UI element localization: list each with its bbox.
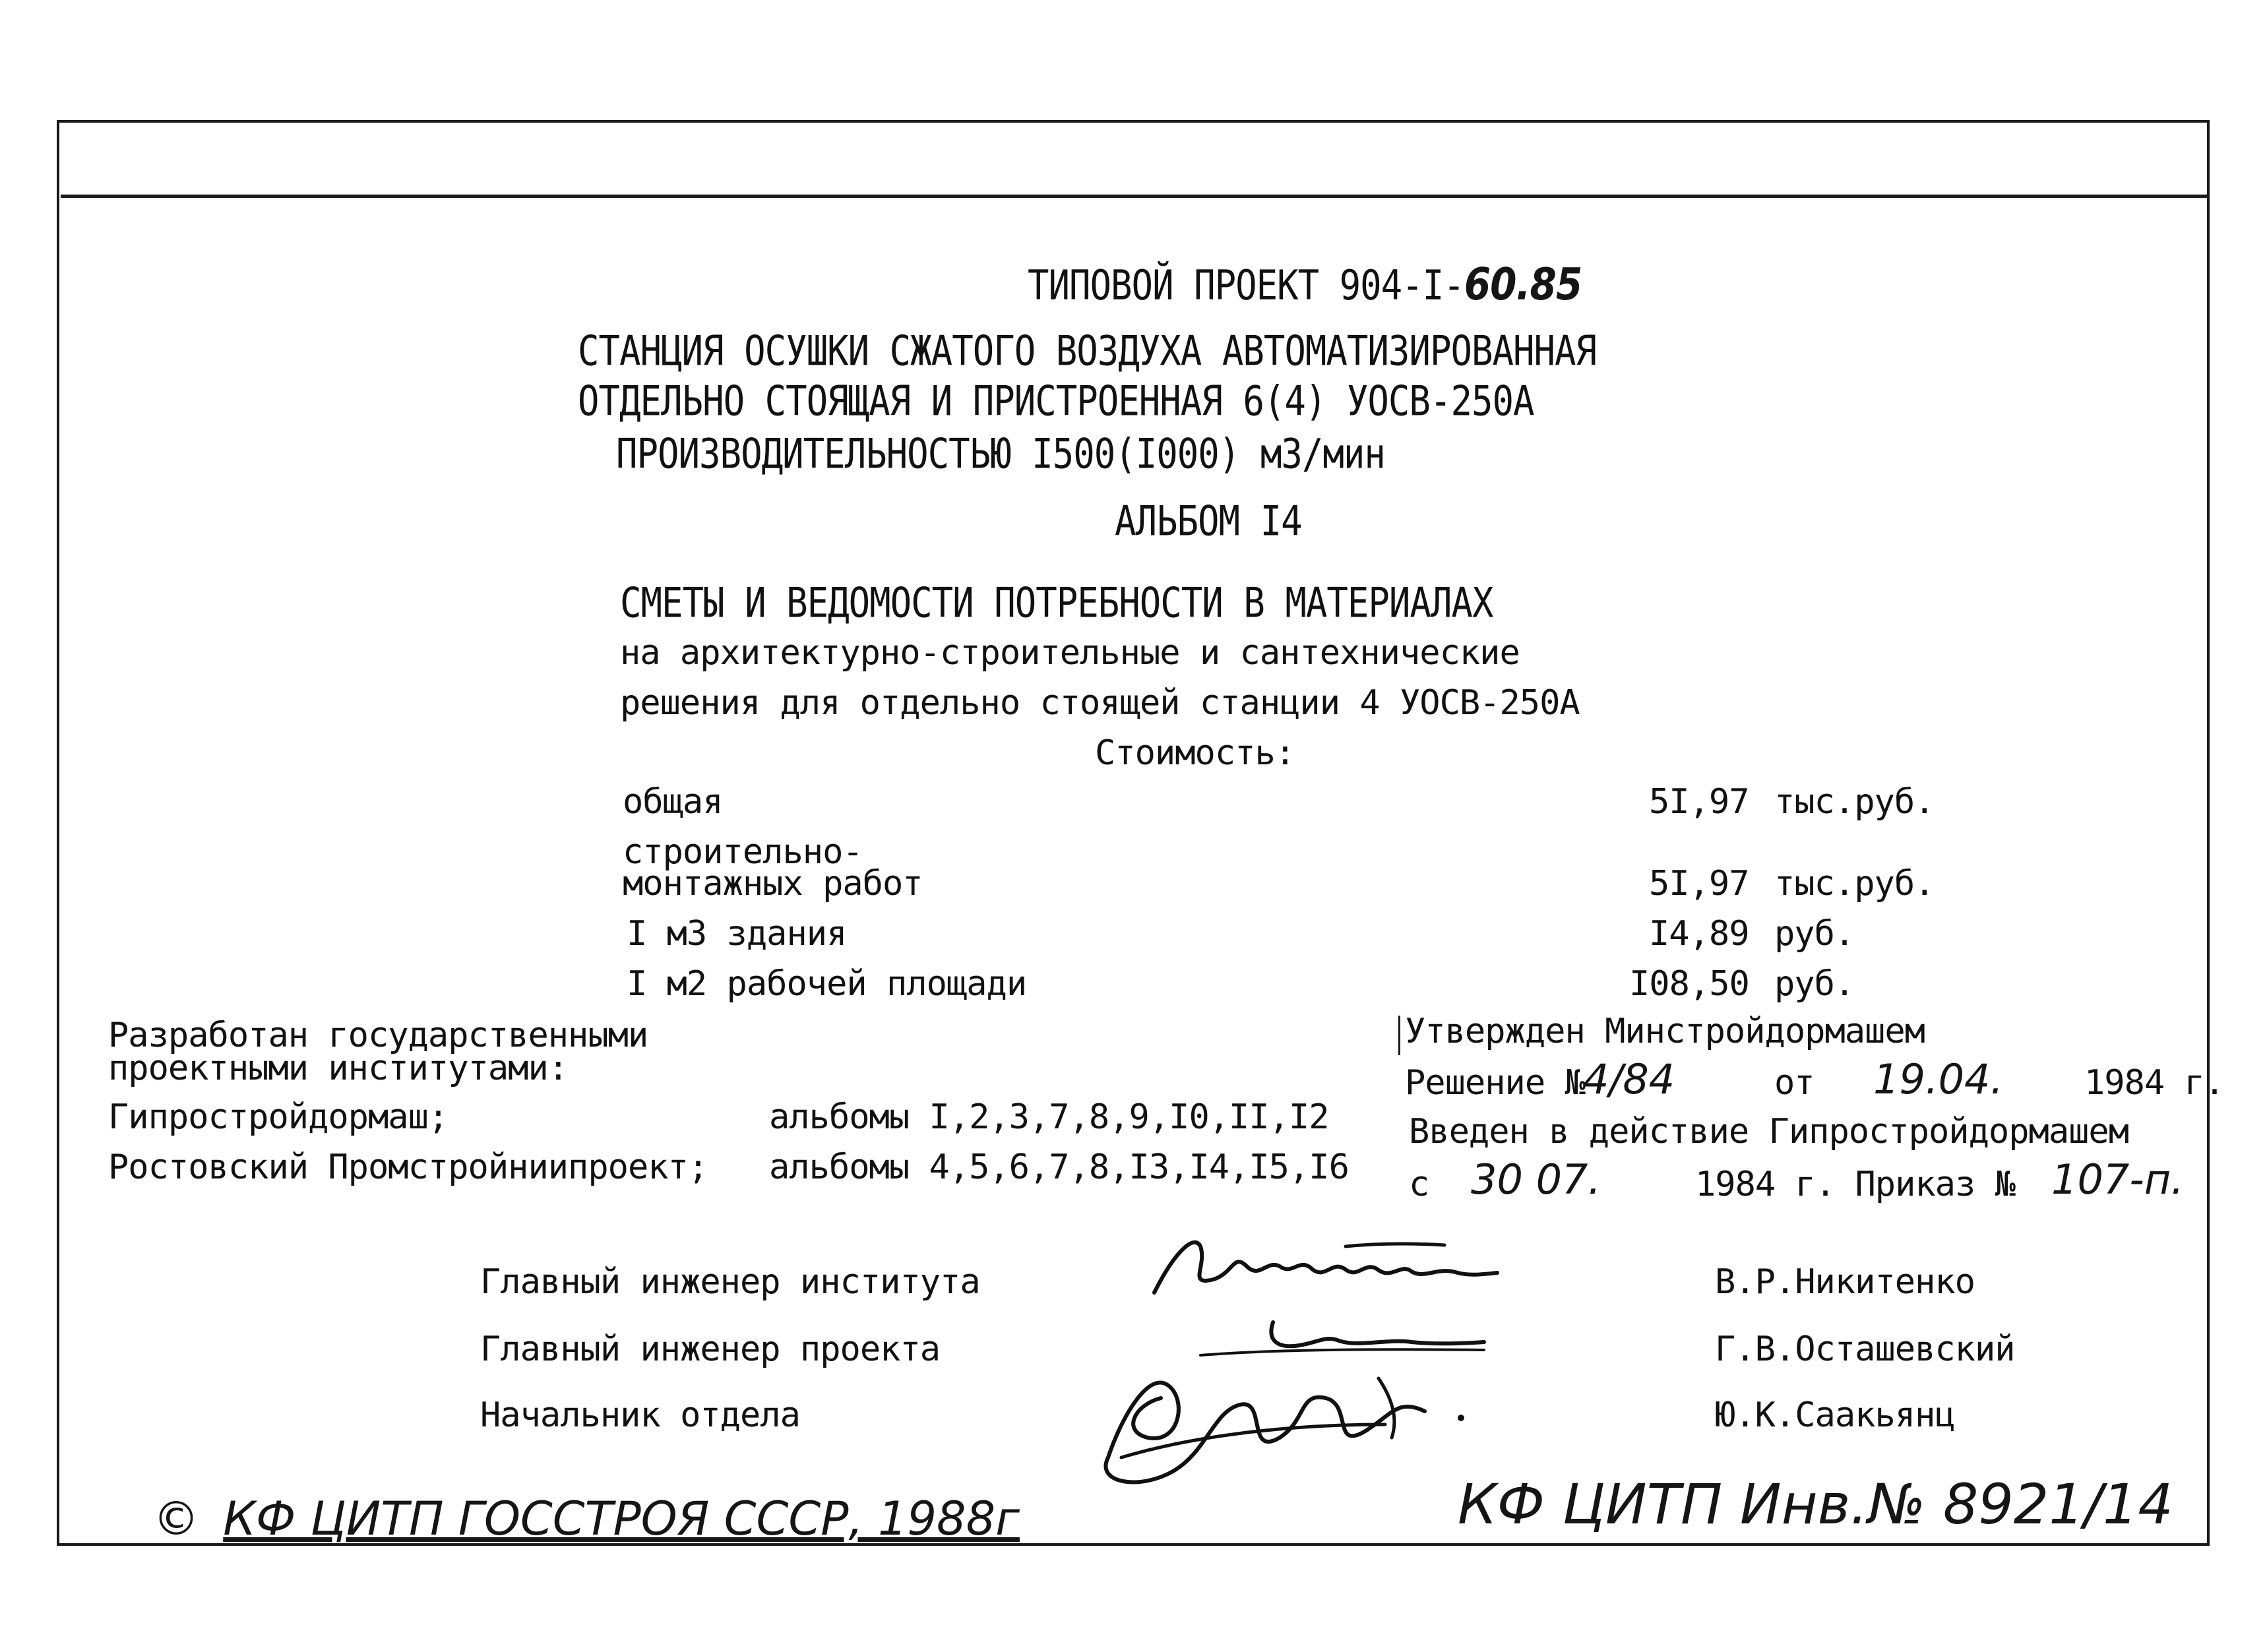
developer-1-name: Гипростройдормаш; (108, 1097, 449, 1137)
developer-2-albums: альбомы 4,5,6,7,8,I3,I4,I5,I6 (769, 1147, 1349, 1187)
cost-row-m2-name: I м2 рабочей площади (627, 964, 1027, 1004)
decision-label: Решение № (1405, 1063, 1585, 1103)
cost-label: Стоимость: (1095, 733, 1295, 773)
cost-row-construction-unit: тыс.руб. (1774, 864, 1935, 903)
signatory-3-name: Ю.К.Саакьянц (1715, 1395, 1955, 1435)
signatory-3-role: Начальник отдела (480, 1395, 800, 1435)
cost-row-construction-value: 5I,97 (1649, 864, 1749, 903)
project-prefix: ТИПОВОЙ ПРОЕКТ 904-I- (1028, 261, 1464, 310)
cost-row-construction-name: монтажных работ (623, 864, 923, 903)
order-number: 107-п. (2051, 1155, 2184, 1204)
album-label: АЛЬБОМ I4 (1115, 497, 1302, 545)
developers-line-1: Разработан государственными (108, 1016, 648, 1055)
cost-row-total-unit: тыс.руб. (1774, 782, 1935, 822)
copyright-stamp (153, 1492, 1020, 1546)
frame-second-line (61, 195, 2210, 198)
project-number: 60.85 (1464, 259, 1582, 311)
subject-line-2: на архитектурно-строительные и сантехнические (620, 633, 1520, 673)
cost-row-total-name: общая (623, 782, 723, 822)
copyright-text: КФ ЦИТП ГОССТРОЯ СССР, 1988г (223, 1492, 1020, 1546)
decision-number: 4/84 (1583, 1055, 1675, 1103)
developer-2-name: Ростовский Промстройниипроект; (108, 1147, 708, 1187)
signature-2-icon (1187, 1309, 1491, 1362)
copyright-symbol: © (153, 1492, 199, 1546)
cost-row-m3-value: I4,89 (1649, 914, 1749, 954)
cost-row-m2-value: I08,50 (1629, 964, 1749, 1004)
cost-row-m3-name: I м3 здания (627, 914, 847, 954)
signatory-2-role: Главный инженер проекта (480, 1330, 941, 1369)
cost-row-total-value: 5I,97 (1649, 782, 1749, 822)
signatory-2-name: Г.В.Осташевский (1715, 1330, 2015, 1369)
decision-date: 19.04. (1873, 1055, 2004, 1103)
inventory-number: КФ ЦИТП Инв.№ 8921/14 (1458, 1472, 2173, 1537)
subject-line-3: решения для отдельно стоящей станции 4 УОСВ-250А (620, 683, 1580, 723)
cost-row-m3-unit: руб. (1774, 914, 1855, 954)
project-code (1028, 259, 1582, 310)
approval-line-1: Утвержден Минстройдормашем (1405, 1012, 1925, 1051)
developers-line-2: проектными институтами: (108, 1049, 569, 1088)
frame-top-line (58, 120, 2210, 123)
start-date: 30 07. (1471, 1155, 1601, 1204)
signature-1-icon (1148, 1227, 1504, 1299)
cost-row-construction-name-1: строительно- (623, 832, 863, 872)
decision-year: 1984 г. (2084, 1063, 2225, 1103)
approval-line-3: Введен в действие Гипростройдормашем (1409, 1112, 2129, 1151)
decision-from-label: от (1774, 1063, 1815, 1103)
developer-1-albums: альбомы I,2,3,7,8,9,I0,II,I2 (769, 1097, 1329, 1137)
signatory-1-name: В.Р.Никитенко (1715, 1262, 1975, 1302)
signatory-1-role: Главный инженер института (480, 1262, 980, 1302)
title-line-2: ОТДЕЛЬНО СТОЯЩАЯ И ПРИСТРОЕННАЯ 6(4) УОСВ-250А (578, 377, 1534, 425)
title-line-3: ПРОИЗВОДИТЕЛЬНОСТЬЮ I500(I000) м3/мин (616, 430, 1385, 478)
signature-3-icon (1082, 1359, 1491, 1497)
start-from-prefix: с (1409, 1165, 1429, 1204)
frame-right-line (2207, 120, 2210, 1545)
title-line-1: СТАНЦИЯ ОСУШКИ СЖАТОГО ВОЗДУХА АВТОМАТИЗИРОВАННАЯ (578, 327, 1597, 375)
order-text: 1984 г. Приказ № (1695, 1165, 2015, 1204)
cost-row-m2-unit: руб. (1774, 964, 1855, 1004)
frame-left-line (57, 120, 59, 1545)
subject-heading: СМЕТЫ И ВЕДОМОСТИ ПОТРЕБНОСТИ В МАТЕРИАЛАХ (620, 579, 1493, 627)
approval-divider (1398, 1016, 1400, 1055)
